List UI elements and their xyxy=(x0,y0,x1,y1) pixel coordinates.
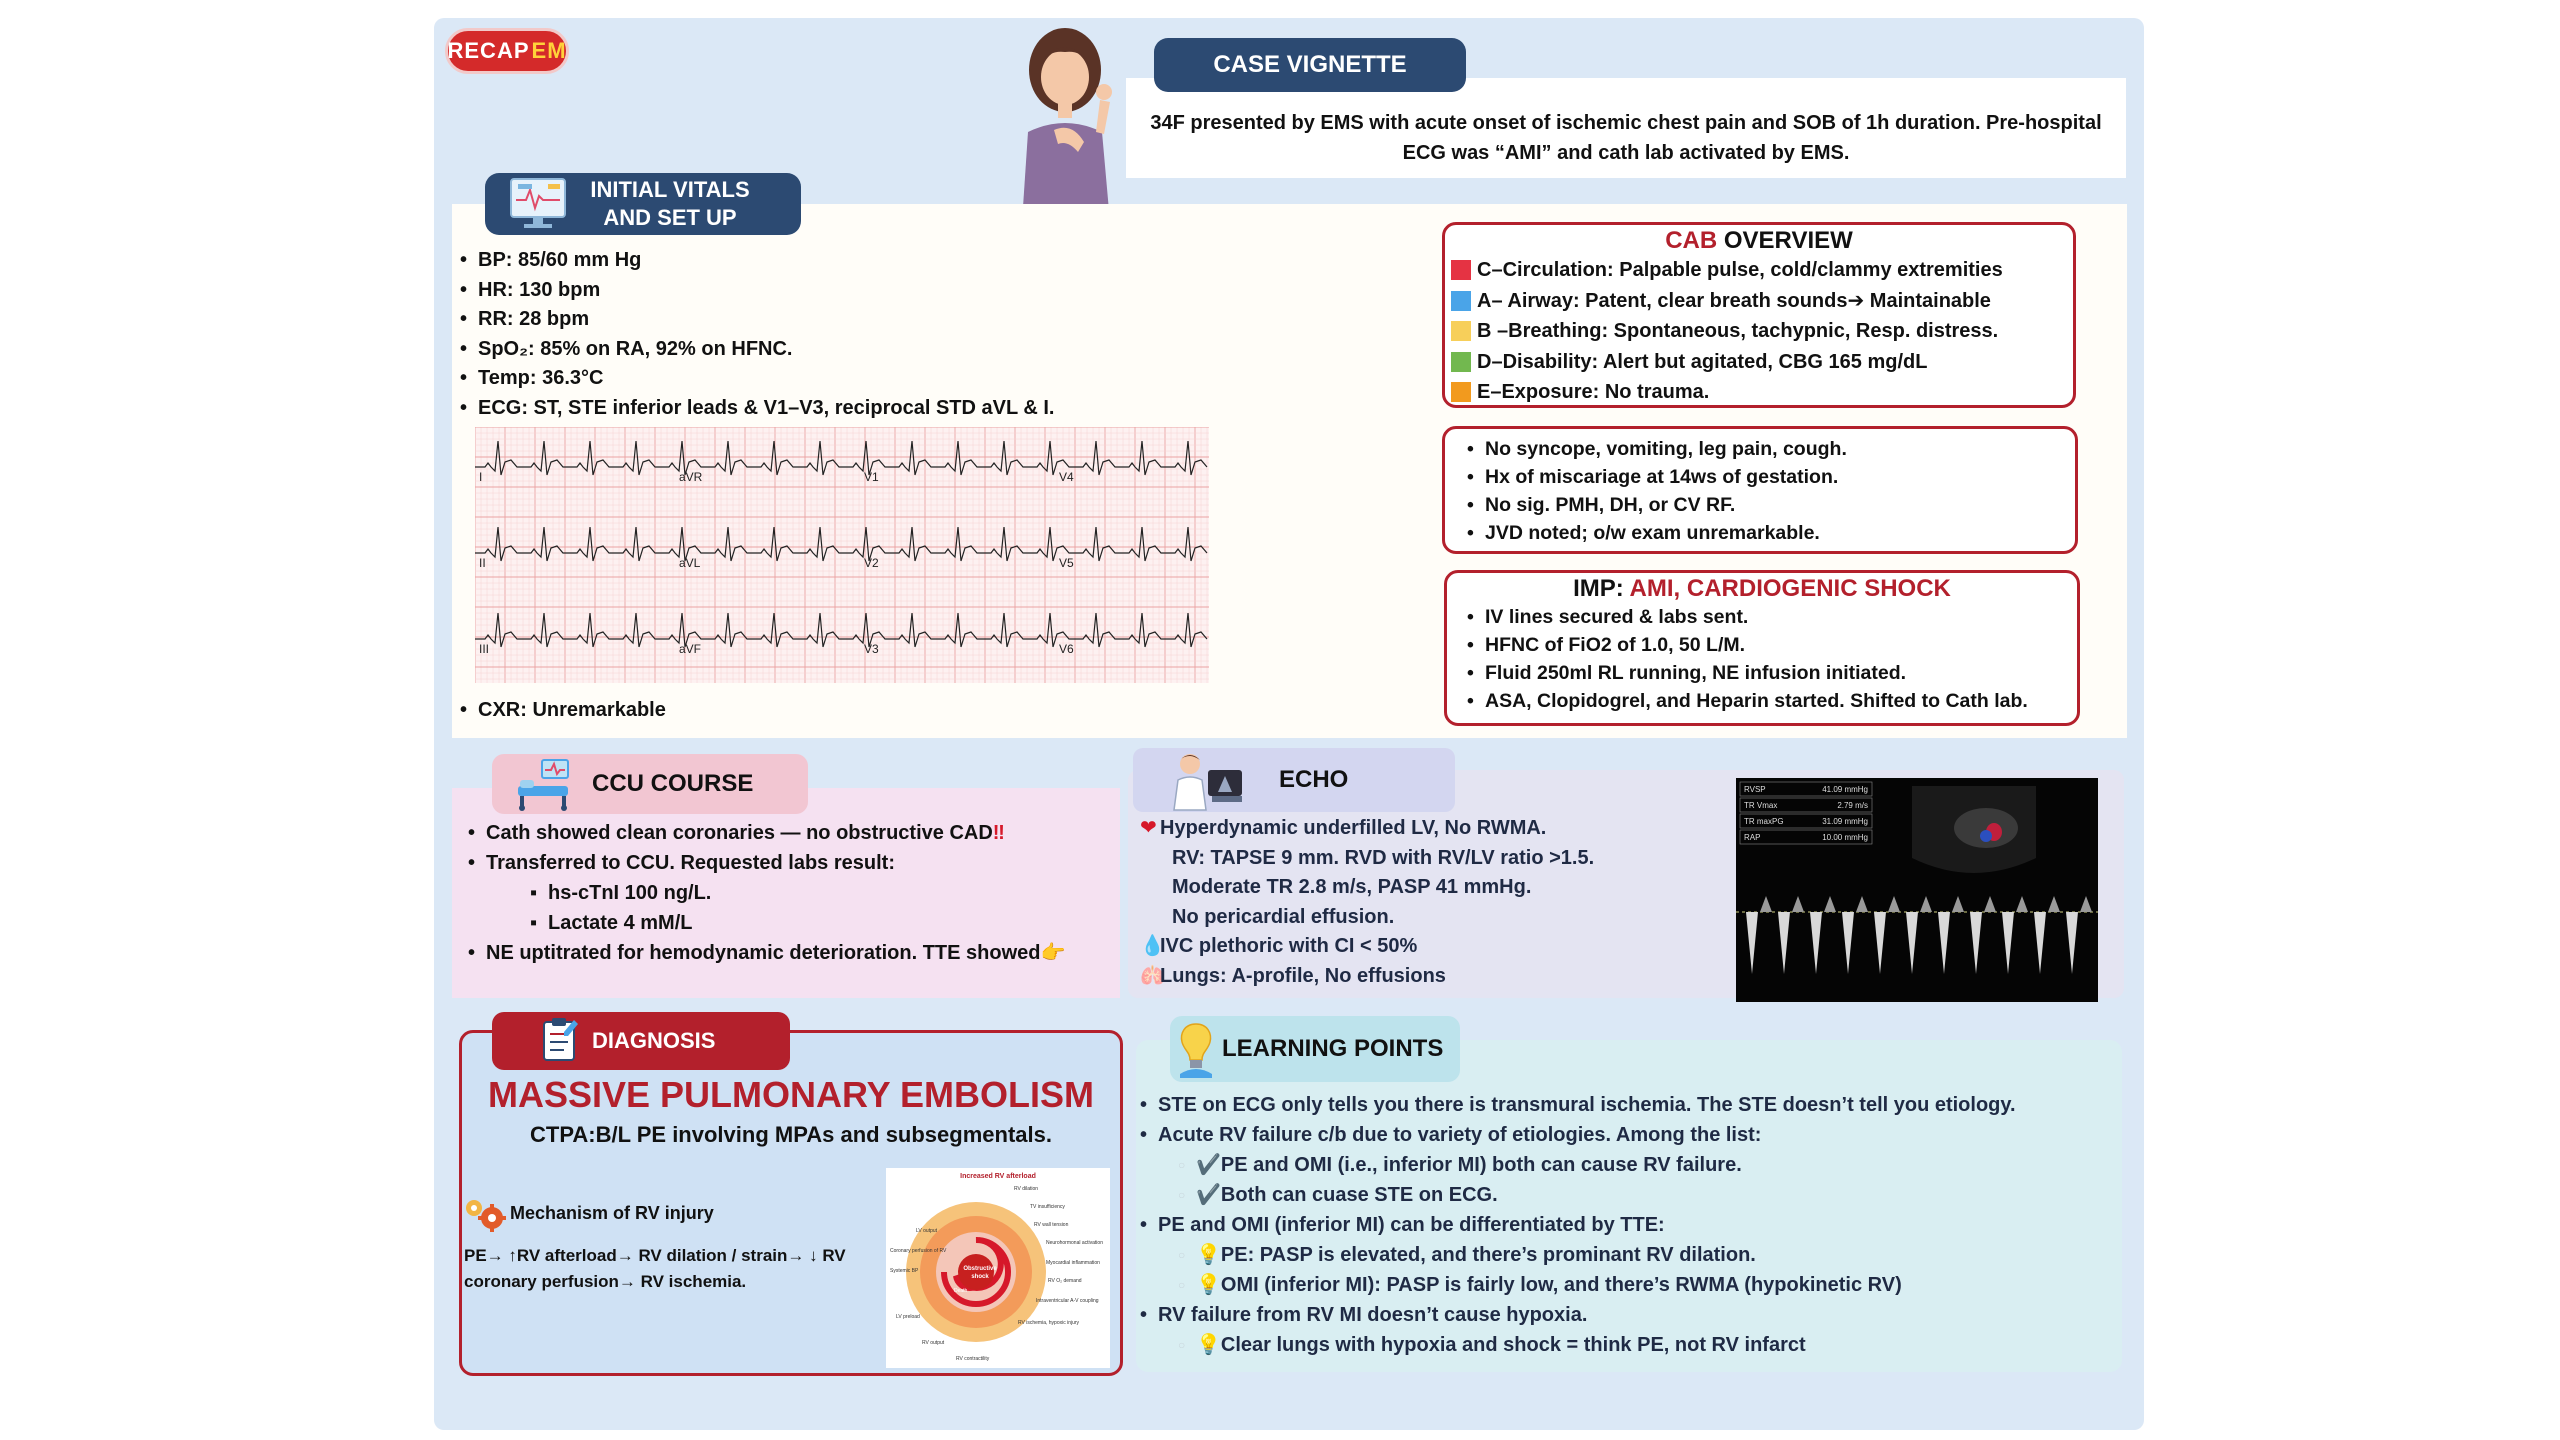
diagnosis-title: DIAGNOSIS xyxy=(492,1012,790,1070)
cab-row xyxy=(1445,255,2073,286)
learning-subpoint: ○ 💡Clear lungs with hypoxia and shock = think PE, not RV infarct xyxy=(1140,1330,2016,1360)
recap-em-logo xyxy=(445,28,569,74)
mechanism-text: PE→ ↑RV afterload→ RV dilation / strain→ ↓ RV coronary perfusion→ RV ischemia. xyxy=(464,1246,846,1291)
cab-title-rest: OVERVIEW xyxy=(1717,227,1853,254)
cab-overview-box xyxy=(1442,222,2076,408)
echo-measure-value: 10.00 mmHg xyxy=(1822,833,1868,842)
ccu-list xyxy=(468,818,1065,968)
vitals-title-label: INITIAL VITALS AND SET UP xyxy=(590,177,750,230)
echo-measure-label: TR Vmax xyxy=(1744,801,1778,810)
history-item: • Hx of miscariage at 14ws of gestation. xyxy=(1467,463,2075,491)
vital-rr: • RR: 28 bpm xyxy=(460,305,1180,335)
diagram-label-interdep: Intraventricular A-V coupling xyxy=(1036,1298,1099,1304)
ecg-lead-label: V5 xyxy=(1059,556,1074,570)
case-vignette-title: CASE VIGNETTE xyxy=(1154,38,1466,92)
diagram-label-wall-tension: RV wall tension xyxy=(1034,1222,1069,1228)
rv-injury-spiral-diagram xyxy=(886,1168,1110,1368)
diagram-label-center2: shock xyxy=(971,1274,989,1280)
history-item: • JVD noted; o/w exam unremarkable. xyxy=(1467,519,2075,547)
doctor-ultrasound-icon xyxy=(1168,748,1248,812)
case-vignette-text: 34F presented by EMS with acute onset of ischemic chest pain and SOB of 1h duration. Pre-hospital ECG was “AMI” and cath lab activated by EMS. xyxy=(1126,78,2126,178)
diagram-label-rv-o2: RV O₂ demand xyxy=(1048,1278,1082,1284)
patient-chest-pain-illustration xyxy=(1000,22,1130,222)
vital-cxr: • CXR: Unremarkable xyxy=(460,696,666,726)
ecg-lead-label: V3 xyxy=(864,642,879,656)
lightbulb-icon: 💡 xyxy=(1196,1244,1221,1266)
ecg-strip xyxy=(475,427,1209,683)
color-square-icon xyxy=(1451,321,1471,341)
color-square-icon xyxy=(1451,382,1471,402)
learning-point: • PE and OMI (inferior MI) can be differentiated by TTE: xyxy=(1140,1210,2016,1240)
history-item: • No syncope, vomiting, leg pain, cough. xyxy=(1467,435,2075,463)
ecg-lead-label: III xyxy=(479,642,490,656)
echo-finding: No pericardial effusion. xyxy=(1172,905,1395,928)
echo-finding: RV: TAPSE 9 mm. RVD with RV/LV ratio >1.5. xyxy=(1172,846,1595,869)
impression-value: AMI, CARDIOGENIC SHOCK xyxy=(1629,575,1951,602)
color-square-icon xyxy=(1451,260,1471,280)
cab-row xyxy=(1445,347,2073,378)
echo-finding: ❤ Hyperdynamic underfilled LV, No RWMA. xyxy=(1140,814,1594,844)
lightbulb-icon: 💡 xyxy=(1196,1274,1221,1296)
diagram-label-lv-output: LV output xyxy=(916,1228,938,1234)
cab-row-text: A– Airway: Patent, clear breath sounds➔ Maintainable xyxy=(1477,289,1991,312)
ccu-cath-text: Cath showed clean coronaries — no obstructive CAD xyxy=(486,822,993,844)
ecg-lead-label: aVR xyxy=(679,470,703,484)
cab-row-text: B –Breathing: Spontaneous, tachypnic, Resp. distress. xyxy=(1477,320,1999,342)
clipboard-icon xyxy=(540,1016,580,1064)
learning-subpoint: ○ 💡PE: PASP is elevated, and there’s prominant RV dilation. xyxy=(1140,1240,2016,1270)
echo-doppler-image xyxy=(1736,778,2098,1002)
vitals-list xyxy=(460,246,1180,423)
gears-icon xyxy=(462,1196,508,1232)
checkmark-icon: ✔️ xyxy=(1196,1184,1221,1206)
diagnosis-ctpa: CTPA:B/L PE involving MPAs and subsegmentals. xyxy=(530,1122,1052,1147)
echo-finding: 🫁Lungs: A-profile, No effusions xyxy=(1140,962,1594,992)
pointing-hand-icon: 👉 xyxy=(1040,942,1066,964)
color-square-icon xyxy=(1451,352,1471,372)
echo-finding: 💧IVC plethoric with CI < 50% xyxy=(1140,932,1594,962)
diagram-label-top: Increased RV afterload xyxy=(960,1173,1036,1180)
diagram-label-rv-dilation: RV dilation xyxy=(1014,1186,1039,1192)
echo-title: ECHO xyxy=(1133,748,1455,812)
cab-row-text: D–Disability: Alert but agitated, CBG 165 mg/dL xyxy=(1477,350,1928,373)
ecg-lead-label: V2 xyxy=(864,556,879,570)
diagram-label-myocardial: Myocardial inflammation xyxy=(1046,1260,1100,1266)
logo-accent: EM xyxy=(531,38,567,63)
ecg-lead-label: V4 xyxy=(1059,470,1074,484)
color-square-icon xyxy=(1451,291,1471,311)
hospital-bed-icon xyxy=(514,756,574,812)
droplet-icon: 💧 xyxy=(1140,935,1165,957)
monitor-icon xyxy=(508,176,568,230)
learning-subpoint: ○ 💡OMI (inferior MI): PASP is fairly low, and there’s RWMA (hypokinetic RV) xyxy=(1140,1270,2016,1300)
vital-spo2: • SpO₂: 85% on RA, 92% on HFNC. xyxy=(460,335,1180,365)
diagram-label-coronary: Coronary perfusion of RV xyxy=(890,1248,947,1254)
learning-point: • STE on ECG only tells you there is transmural ischemia. The STE doesn’t tell you etiology. xyxy=(1140,1090,2016,1120)
ecg-lead-label: II xyxy=(479,556,486,570)
learning-points-list xyxy=(1140,1090,2016,1360)
vital-bp: • BP: 85/60 mm Hg xyxy=(460,246,1180,276)
diagram-label-death: Death xyxy=(954,1288,968,1294)
cab-row-text: E–Exposure: No trauma. xyxy=(1477,381,1710,403)
ecg-lead-label: aVF xyxy=(679,642,702,656)
learning-title-label: LEARNING POINTS xyxy=(1222,1035,1444,1062)
lungs-icon: 🫁 xyxy=(1140,964,1165,987)
impression-item: • IV lines secured & labs sent. xyxy=(1467,603,2077,631)
ccu-item-cath xyxy=(468,818,1065,848)
ecg-lead-label: aVL xyxy=(679,556,701,570)
logo-prefix: RECAP xyxy=(447,38,530,63)
echo-findings-list xyxy=(1140,814,1594,991)
cab-row xyxy=(1445,286,2073,317)
history-item: • No sig. PMH, DH, or CV RF. xyxy=(1467,491,2075,519)
ccu-lab-lactate: ▪ Lactate 4 mM/L xyxy=(468,908,1065,938)
cab-row xyxy=(1445,316,2073,347)
ccu-lab-troponin: ▪ hs-cTnI 100 ng/L. xyxy=(468,878,1065,908)
heart-icon: ❤ xyxy=(1140,817,1157,839)
diagram-label-lv-preload: LV preload xyxy=(896,1314,920,1320)
impression-item: • HFNC of FiO2 of 1.0, 50 L/M. xyxy=(1467,631,2077,659)
learning-point: • RV failure from RV MI doesn’t cause hypoxia. xyxy=(1140,1300,2016,1330)
echo-measure-value: 2.79 m/s xyxy=(1837,801,1868,810)
diagram-label-center1: Obstructive xyxy=(963,1266,997,1272)
ecg-lead-label: I xyxy=(479,470,483,484)
impression-item: • ASA, Clopidogrel, and Heparin started. Shifted to Cath lab. xyxy=(1467,687,2077,715)
impression-box xyxy=(1444,570,2080,726)
impression-title xyxy=(1447,575,2077,603)
impression-item: • Fluid 250ml RL running, NE infusion initiated. xyxy=(1467,659,2077,687)
cab-title xyxy=(1445,227,2073,255)
diagram-label-neurohormonal: Neurohormonal activation xyxy=(1046,1240,1103,1246)
learning-subpoint: ○ ✔️PE and OMI (i.e., inferior MI) both can cause RV failure. xyxy=(1140,1150,2016,1180)
ccu-item-ne xyxy=(468,938,1065,968)
cab-row xyxy=(1445,377,2073,408)
cab-row-text: C–Circulation: Palpable pulse, cold/clammy extremities xyxy=(1477,259,2003,281)
ecg-lead-label: V1 xyxy=(864,470,879,484)
history-box xyxy=(1442,426,2078,554)
impression-prefix: IMP: xyxy=(1573,575,1630,602)
echo-measure-label: TR maxPG xyxy=(1744,817,1784,826)
checkmark-icon: ✔️ xyxy=(1196,1154,1221,1176)
ccu-title: CCU COURSE xyxy=(492,754,808,814)
vital-hr: • HR: 130 bpm xyxy=(460,276,1180,306)
diagram-label-contractility: RV contractility xyxy=(956,1356,990,1362)
learning-subpoint: ○ ✔️Both can cuase STE on ECG. xyxy=(1140,1180,2016,1210)
vital-ecg: • ECG: ST, STE inferior leads & V1–V3, reciprocal STD aVL & I. xyxy=(460,394,1180,424)
lightbulb-icon xyxy=(1176,1020,1216,1078)
ccu-ne-text: NE uptitrated for hemodynamic deterioration. TTE showed xyxy=(486,942,1041,964)
echo-measure-value: 41.09 mmHg xyxy=(1822,785,1868,794)
double-exclamation-icon: ‼ xyxy=(992,822,1005,844)
diagnosis-main: MASSIVE PULMONARY EMBOLISM xyxy=(487,1074,1095,1115)
mechanism-label: Mechanism of RV injury xyxy=(510,1203,714,1223)
lightbulb-icon: 💡 xyxy=(1196,1334,1221,1356)
cab-title-red: CAB xyxy=(1665,227,1718,254)
ecg-lead-label: V6 xyxy=(1059,642,1074,656)
diagram-label-systemic-bp: Systemic BP xyxy=(890,1268,919,1274)
echo-measure-value: 31.09 mmHg xyxy=(1822,817,1868,826)
diagram-label-rv-ischemia: RV ischemia, hypoxic injury xyxy=(1018,1320,1080,1326)
vital-temp: • Temp: 36.3°C xyxy=(460,364,1180,394)
echo-finding: Moderate TR 2.8 m/s, PASP 41 mmHg. xyxy=(1172,876,1532,898)
echo-measure-label: RVSP xyxy=(1744,785,1766,794)
echo-measure-label: RAP xyxy=(1744,833,1761,842)
diagram-label-rv-output: RV output xyxy=(922,1340,945,1346)
learning-point: • Acute RV failure c/b due to variety of etiologies. Among the list: xyxy=(1140,1120,2016,1150)
ccu-item-transfer: • Transferred to CCU. Requested labs result: xyxy=(468,848,1065,878)
diagram-label-tv: TV insufficiency xyxy=(1030,1204,1065,1210)
